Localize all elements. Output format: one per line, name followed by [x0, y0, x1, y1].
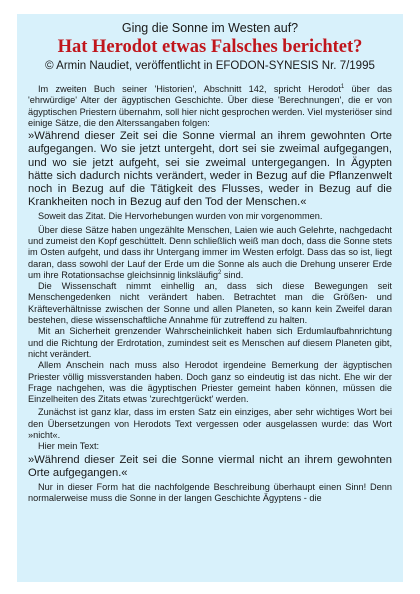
paragraph-text: Soweit das Zitat. Die Hervorhebungen wurden von mir vorgenommen.: [38, 211, 323, 222]
body-paragraph: [28, 482, 392, 505]
article-body: [28, 84, 392, 505]
paragraph-text: Zunächst ist ganz klar, dass im ersten Satz ein einziges, aber sehr wichtiges Wort bei den Übersetzungen von Herodots Text vergessen oder ausgelassen wurde: das Wort »nicht«.: [28, 407, 392, 441]
body-paragraph: [28, 360, 392, 405]
footnote-marker: 2: [217, 269, 222, 276]
quote-paragraph: [28, 454, 392, 480]
body-paragraph: [28, 326, 392, 360]
paragraph-text: Nur in dieser Form hat die nachfolgende Beschreibung überhaupt einen Sinn! Denn normalerweise muss die Sonne in der langen Geschichte Ägyptens - die: [28, 482, 392, 504]
paragraph-text: »Während dieser Zeit sei die Sonne viermal nicht an ihrem gewohnten Orte aufgegangen.«: [28, 453, 392, 479]
paragraph-text: Im zweiten Buch seiner 'Historien', Abschnitt 142, spricht Herodot: [38, 84, 341, 94]
body-paragraph: [28, 441, 392, 452]
article-title: Hat Herodot etwas Falsches berichtet?: [57, 37, 363, 57]
paragraph-text: Über diese Sätze haben ungezählte Menschen, Laien wie auch Gelehrte, nachgedacht und zumeist den Kopf geschüttelt. Denn schließlich weiß man doch, dass die Sonne stets im Osten aufgeht, und dass ihr Untergang immer im Westen erfolgt. Dass das so ist, liegt daran, dass sowohl der Lauf der Erde um die Sonne als auch die Drehung unserer Erde um ihre Rotationsachse gleichsinnig linksläufig: [28, 224, 392, 280]
body-paragraph: [28, 225, 392, 281]
article-header: [28, 20, 392, 74]
body-paragraph: [28, 84, 392, 129]
body-paragraph: [28, 211, 392, 222]
body-paragraph: [28, 407, 392, 441]
body-paragraph: [28, 281, 392, 326]
paragraph-text: Hier mein Text:: [38, 441, 100, 452]
paragraph-text: Mit an Sicherheit grenzender Wahrscheinlichkeit haben sich Erdumlaufbahnrichtung und die Richtung der Erdrotation, zumindest seit es Menschen auf diesem Planeten gibt, nicht verändert.: [28, 326, 392, 359]
footnote-marker: 1: [340, 83, 345, 90]
article-kicker: Ging die Sonne im Westen auf?: [121, 21, 299, 35]
paragraph-text: Die Wissenschaft nimmt einhellig an, dass sich diese Bewegungen seit Menschengedenken nicht verändert haben. Betrachtet man die Größen- und Kräfteverhältnisse zwischen der Sonne und allen Planeten, so kann kein Zweifel daran bestehen, diese wissenschaftliche Annahme für zutreffend zu halten.: [28, 281, 392, 326]
document-page: [17, 14, 403, 582]
paragraph-text: »Während dieser Zeit sei die Sonne viermal an ihrem gewohnten Orte aufgegangen. Wo sie jetzt untergeht, dort sei sie zweimal aufgegangen, und wo sie jetzt aufgeht, sei sie zweimal untergegangen. In Ägypten hätte sich dadurch nichts verändert, weder in Bezug auf die Pflanzenwelt noch in Bezug auf die Tätigkeit des Flusses, weder in Bezug auf die Krankheiten noch in Bezug auf den Tod der Menschen.«: [28, 130, 392, 209]
article-credit: © Armin Naudiet, veröffentlicht in EFODON-SYNESIS Nr. 7/1995: [45, 60, 375, 72]
paragraph-text-continued: sind.: [221, 269, 244, 280]
quote-paragraph: [28, 130, 392, 209]
paragraph-text: Allem Anschein nach muss also Herodot irgendeine Bemerkung der ägyptischen Priester völlig missverstanden haben. Doch ganz so eindeutig ist das nicht. Ehe wir der Frage nachgehen, was die ägyptischen Priester gemeint haben können, müssen die Einzelheiten des Zitats etwas 'zurechtgerückt' werden.: [28, 360, 392, 405]
paragraph-text-continued: über das 'ehrwürdige' Alter der ägyptischen Geschichte. Über diese 'Berechnungen', die er von ägyptischen Priestern übernahm, soll hier nicht gesprochen werden. Viel mysteriöser sind einige Sätze, die den Alterssangaben folgen:: [28, 84, 393, 128]
